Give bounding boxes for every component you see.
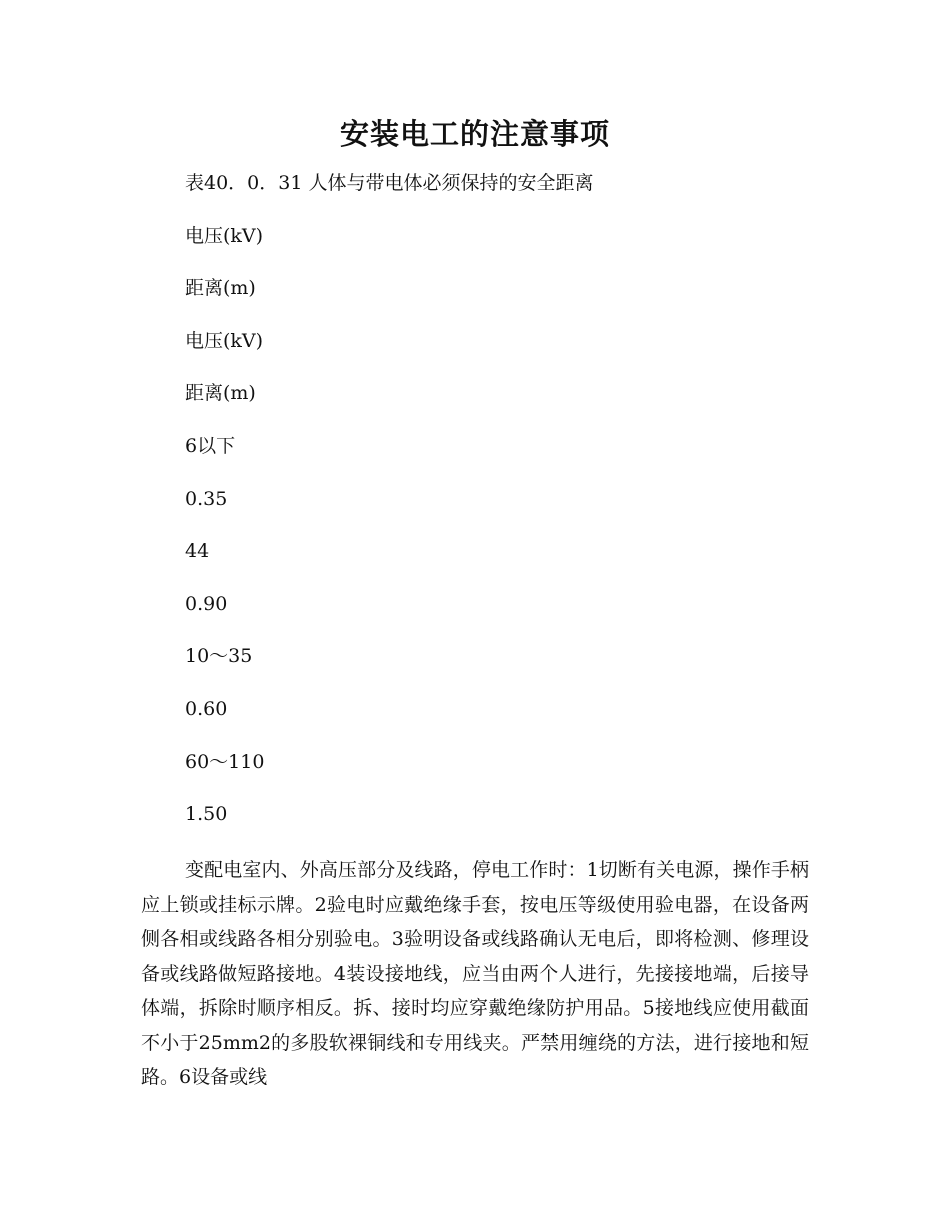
table-cell: 电压(kV) xyxy=(185,225,264,247)
body-paragraph: 变配电室内、外高压部分及线路，停电工作时：1切断有关电源，操作手柄应上锁或挂标示牌。2验电时应戴绝缘手套，按电压等级使用验电器，在设备两侧各相或线路各相分别验电。3验明设备或线路确认无电后，即将检测、修理设备或线路做短路接地。4装设接地线，应当由两个人进行，先接接地端，后接导体端，拆除时顺序相反。拆、接时均应穿戴绝缘防护用品。5接地线应使用截面不小于25mm2的多股软裸铜线和专用线夹。严禁用缠绕的方法，进行接地和短路。6设备或线 xyxy=(141,859,809,1088)
table-cell: 距离(m) xyxy=(185,277,256,299)
table-cell: 1.50 xyxy=(185,803,228,825)
table-cell: 44 xyxy=(185,540,210,562)
table-cell: 0.60 xyxy=(185,698,228,720)
table-caption: 表40．0．31 人体与带电体必须保持的安全距离 xyxy=(185,172,594,194)
table-cell: 0.90 xyxy=(185,593,228,615)
table-cell: 0.35 xyxy=(185,488,228,510)
table-cell: 60～110 xyxy=(185,751,265,773)
page-title: 安装电工的注意事项 xyxy=(339,117,610,151)
table-cell: 10～35 xyxy=(185,645,253,667)
table-cell: 距离(m) xyxy=(185,382,256,404)
table-cell: 电压(kV) xyxy=(185,330,264,352)
table-cell: 6以下 xyxy=(185,435,236,457)
